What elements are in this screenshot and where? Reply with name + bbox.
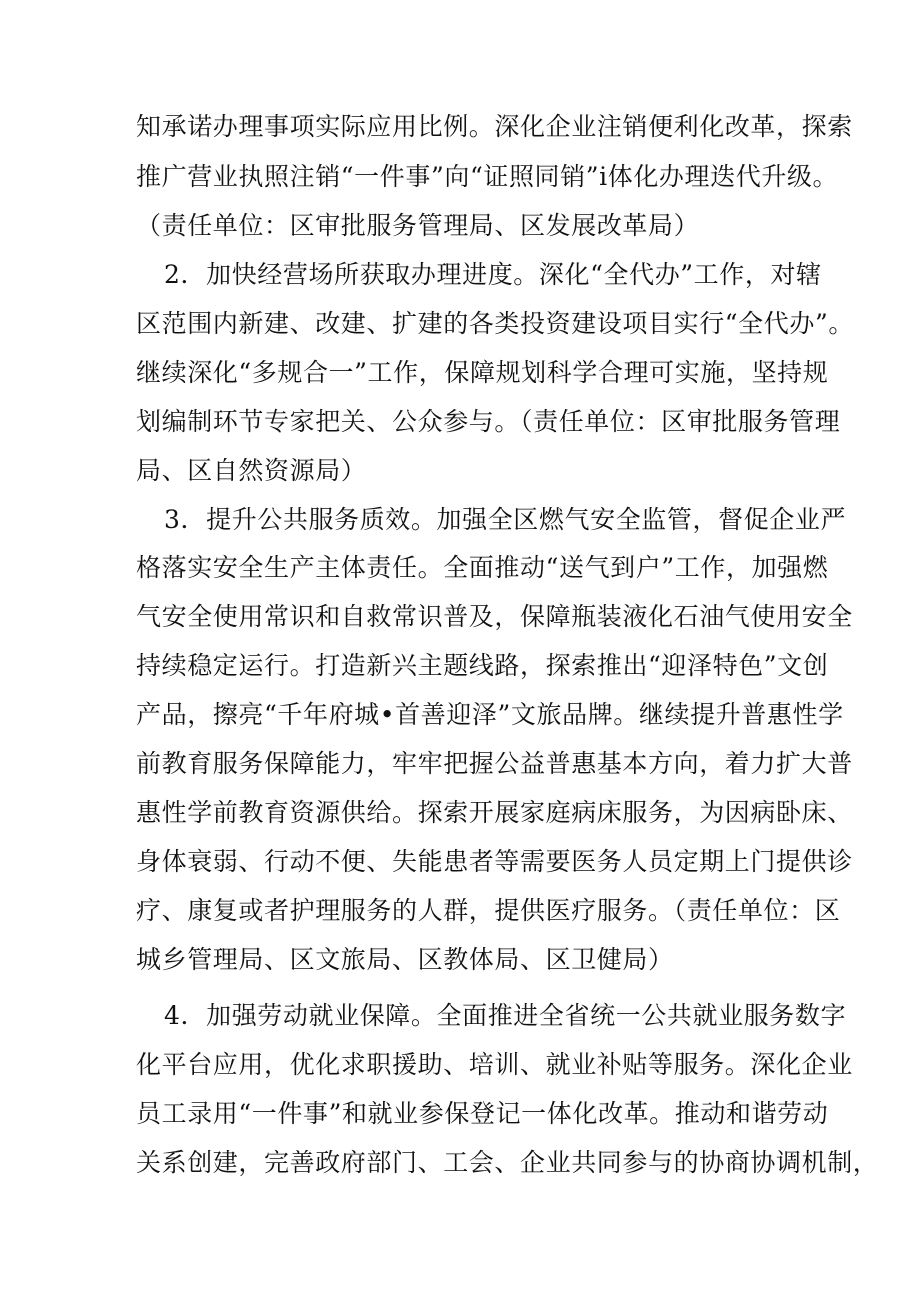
text-line: 知承诺办理事项实际应用比例。深化企业注销便利化改革，探索	[136, 112, 853, 141]
text-line: 产品，擦亮“千年府城•首善迎泽”文旅品牌。继续提升普惠性学	[136, 700, 844, 729]
text-line: 持续稳定运行。打造新兴主题线路，探索推出“迎泽特色”文创	[136, 651, 829, 680]
paragraph-start-line: 2．加快经营场所获取办理进度。深化“全代办”工作，对辖	[164, 260, 822, 289]
text-line: 前教育服务保障能力，牢牢把握公益普惠基本方向，着力扩大普	[136, 749, 853, 778]
text-line: 城乡管理局、区文旅局、区教体局、区卫健局）	[136, 945, 674, 974]
paragraph-start-line: 3．提升公共服务质效。加强全区燃气安全监管，督促企业严	[164, 505, 847, 534]
text-line: 惠性学前教育资源供给。探索开展家庭病床服务，为因病卧床、	[136, 798, 853, 827]
text-line: （责任单位：区审批服务管理局、区发展改革局）	[136, 211, 700, 240]
text-line: 员工录用“一件事”和就业参保登记一体化改革。推动和谐劳动	[136, 1099, 829, 1128]
text-line: 关系创建，完善政府部门、工会、企业共同参与的协商协调机制，	[136, 1148, 879, 1177]
text-line: 疗、康复或者护理服务的人群，提供医疗服务。（责任单位：区	[136, 896, 841, 925]
paragraph-start-line: 4．加强劳动就业保障。全面推进全省统一公共就业服务数字	[164, 1001, 847, 1030]
text-line: 推广营业执照注销“一件事”向“证照同销”i体化办理迭代升级。	[136, 162, 839, 191]
text-line: 继续深化“多规合一”工作，保障规划科学合理可实施，坚持规	[136, 358, 829, 387]
text-line: 化平台应用，优化求职援助、培训、就业补贴等服务。深化企业	[136, 1050, 853, 1079]
text-line: 气安全使用常识和自救常识普及，保障瓶装液化石油气使用安全	[136, 602, 853, 631]
text-line: 格落实安全生产主体责任。全面推动“送气到户”工作，加强燃	[136, 553, 829, 582]
text-line: 划编制环节专家把关、公众参与。（责任单位：区审批服务管理	[136, 407, 841, 436]
text-line: 区范围内新建、改建、扩建的各类投资建设项目实行“全代办”。	[136, 309, 854, 338]
text-line: 身体衰弱、行动不便、失能患者等需要医务人员定期上门提供诊	[136, 847, 853, 876]
text-line: 局、区自然资源局）	[136, 456, 367, 485]
